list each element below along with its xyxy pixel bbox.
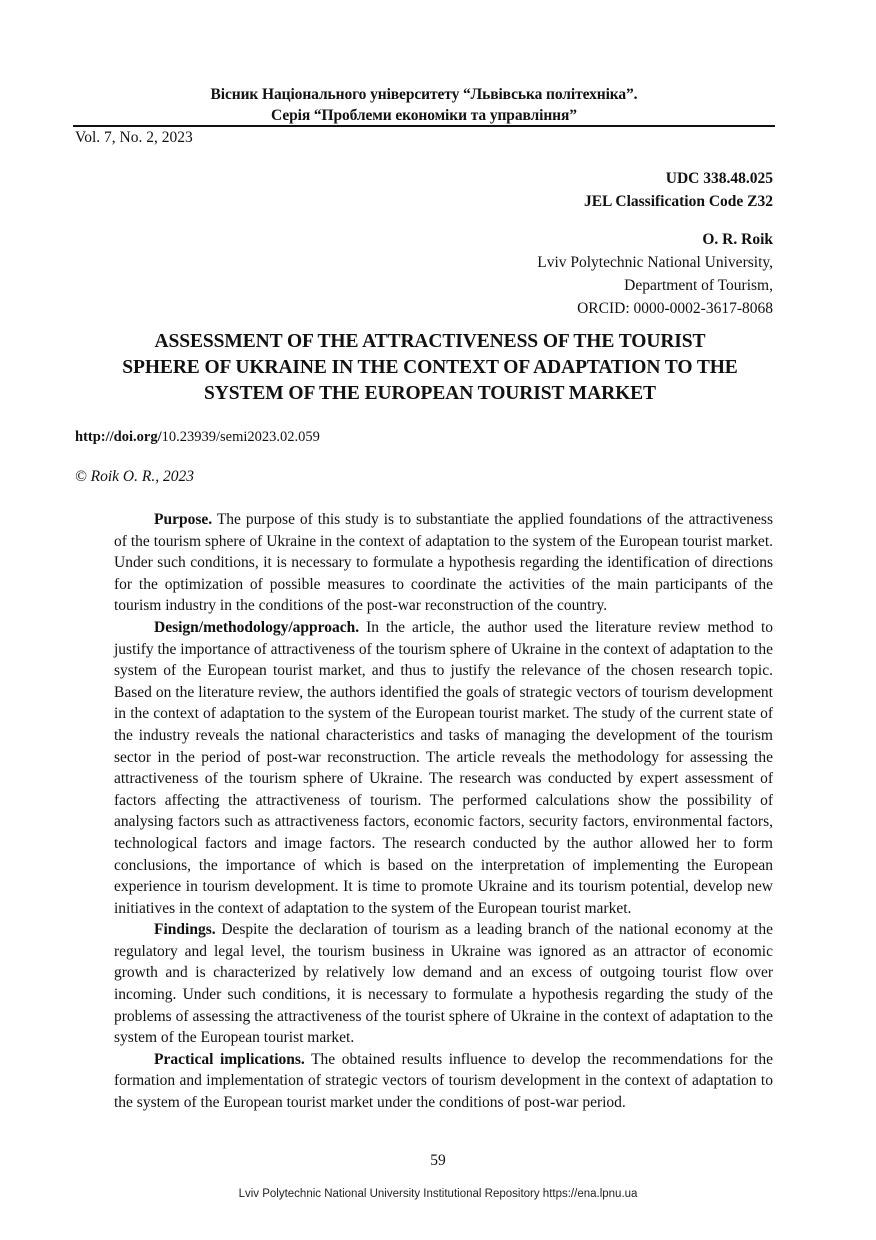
title-line: ASSESSMENT OF THE ATTRACTIVENESS OF THE TOURIST xyxy=(154,331,706,352)
repository-footer: Lviv Polytechnic National University Institutional Repository https://ena.lpnu.ua xyxy=(238,1188,638,1200)
doi-prefix[interactable]: http://doi.org/ xyxy=(75,429,162,445)
section-text: Despite the declaration of tourism as a leading branch of the national economy at the regulatory and legal level, the tourism business in Ukraine was ignored as an attractor of economic growth and is characterized by relatively low demand and an excess of outgoing tourist flow over incoming. Under such conditions, it is necessary to formulate a hypothesis regarding the study of the problems of assessing the attractiveness of the tourist sphere of Ukraine in the context of adaptation to the system of the European tourist market. xyxy=(114,921,773,1047)
article-title xyxy=(80,329,780,407)
section-lead: Purpose. xyxy=(154,511,213,528)
journal-name: Вісник Національного університету “Львівська політехніка”. xyxy=(210,86,638,103)
copyright-notice: © Roik O. R., 2023 xyxy=(75,468,194,485)
author-block xyxy=(537,228,773,320)
author-affiliation: Lviv Polytechnic National University, xyxy=(537,254,773,271)
journal-header xyxy=(73,84,775,126)
title-line: SPHERE OF UKRAINE IN THE CONTEXT OF ADAPTATION TO THE xyxy=(122,357,738,378)
doi-link[interactable] xyxy=(75,428,320,446)
author-name: O. R. Roik xyxy=(702,231,773,248)
abstract-practical xyxy=(114,1049,773,1114)
author-department: Department of Tourism, xyxy=(624,277,773,294)
abstract-design xyxy=(114,617,773,919)
classification-block xyxy=(584,167,773,213)
jel-code: JEL Classification Code Z32 xyxy=(583,193,773,210)
page-number: 59 xyxy=(430,1152,446,1169)
doi-suffix[interactable]: 10.23939/semi2023.02.059 xyxy=(161,429,320,445)
udc-code: UDC 338.48.025 xyxy=(665,170,773,187)
title-line: SYSTEM OF THE EUROPEAN TOURIST MARKET xyxy=(204,383,656,404)
abstract-purpose xyxy=(114,509,773,617)
abstract xyxy=(114,509,773,1114)
author-orcid: ORCID: 0000-0002-3617-8068 xyxy=(577,300,773,317)
header-divider xyxy=(73,125,775,127)
section-text: The obtained results influence to develop the recommendations for the formation and implementation of strategic vectors of tourism development in the context of adaptation to the system of the European tourist market under the conditions of post-war period. xyxy=(114,1050,773,1112)
journal-series: Серія “Проблеми економіки та управління” xyxy=(271,107,577,124)
section-lead: Design/methodology/approach. xyxy=(154,618,360,636)
section-text: In the article, the author used the literature review method to justify the importance of attractiveness of the tourism sphere of Ukraine in the context of adaptation to the system of the European tourist market, and thus to justify the relevance of the chosen research topic. Based on the literature review, the authors identified the goals of strategic vectors of tourism development in the context of adaptation to the system of the European tourist market. The study of the current state of the industry reveals the national characteristics and tasks of managing the development of the tourism sector in the period of post-war reconstruction. The article reveals the methodology for assessing the attractiveness of the tourism sphere of Ukraine. The research was conducted by expert assessment of factors affecting the attractiveness of tourism. The performed calculations show the possibility of analysing factors such as attractiveness factors, economic factors, security factors, environmental factors, technological factors and image factors. The research conducted by the author allowed her to form conclusions, the importance of which is based on the interpretation of implementing the European experience in tourism development. It is time to promote Ukraine and its tourism potential, develop new initiatives in the context of adaptation to the system of the European tourist market. xyxy=(114,618,773,917)
abstract-findings xyxy=(114,919,773,1049)
section-lead: Practical implications. xyxy=(154,1050,305,1068)
volume-info: Vol. 7, No. 2, 2023 xyxy=(75,129,193,146)
section-text: The purpose of this study is to substantiate the applied foundations of the attractiveness of the tourism sphere of Ukraine in the context of adaptation to the system of the European tourist market. Under such conditions, it is necessary to formulate a hypothesis regarding the identification of directions for the optimization of possible measures to coordinate the activities of the main participants of the tourism industry in the conditions of the post-war reconstruction of the country. xyxy=(114,511,773,615)
section-lead: Findings. xyxy=(154,921,216,939)
